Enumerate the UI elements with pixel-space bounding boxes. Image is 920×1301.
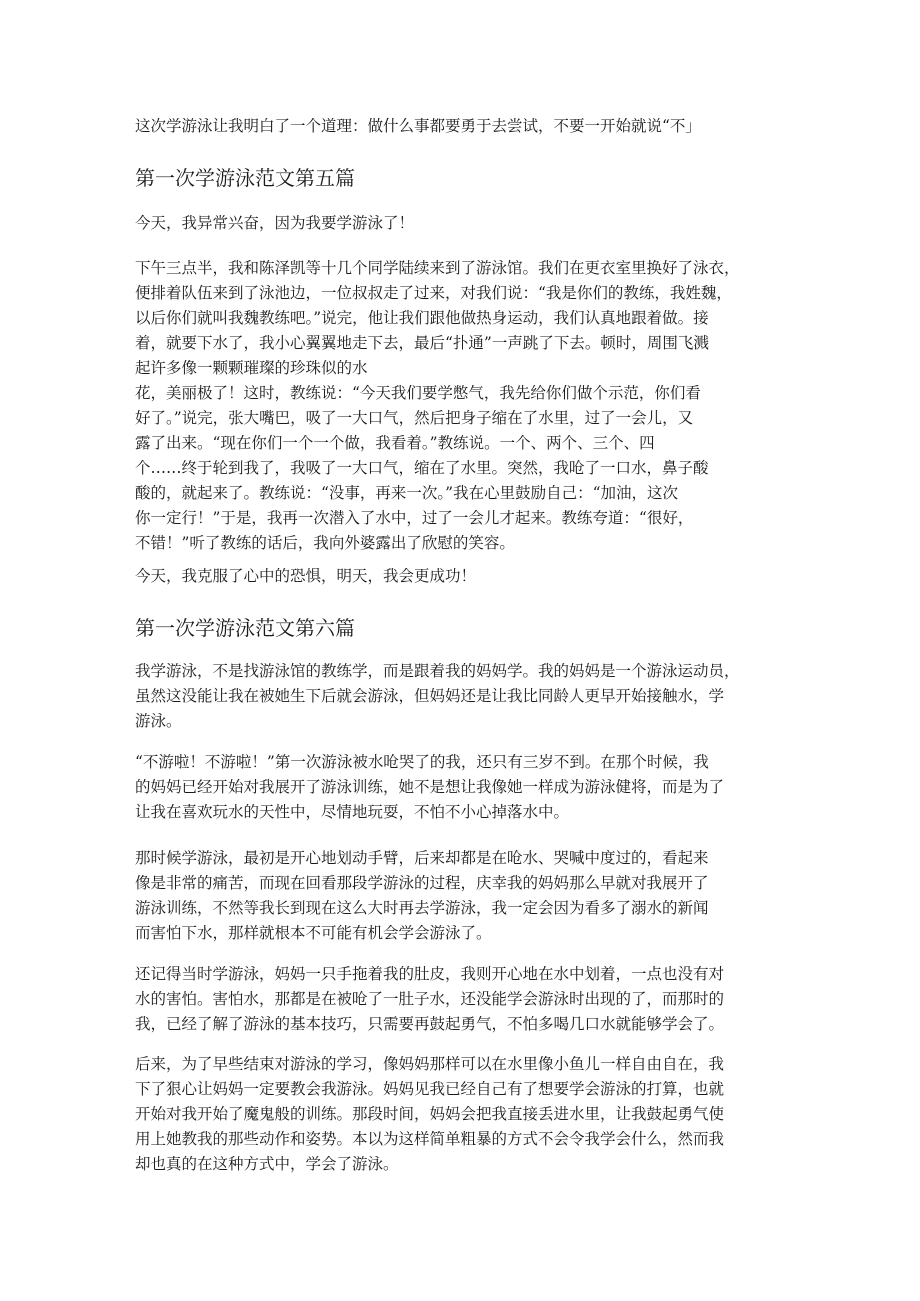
text-line: 像是非常的痛苦，而现在回看那段学游泳的过程，庆幸我的妈妈那么早就对我展开了 — [135, 874, 709, 892]
text-line: 那时候学游泳，最初是开心地划动手臂，后来却都是在呛水、哭喊中度过的，看起来 — [135, 849, 709, 867]
text-line: 还记得当时学游泳，妈妈一只手拖着我的肚皮，我则开心地在水中划着，一点也没有对 — [135, 965, 725, 983]
text-line: 露了出来。“现在你们一个一个做，我看着。”教练说。一个、两个、三个、四 — [135, 434, 655, 452]
text-line: 却也真的在这种方式中，学会了游泳。 — [135, 1155, 399, 1173]
text-line: 下午三点半，我和陈泽凯等十几个同学陆续来到了游泳馆。我们在更衣室里换好了泳衣， — [135, 259, 740, 277]
text-line: 不错！”听了教练的话后，我向外婆露出了欣慰的笑容。 — [135, 534, 515, 552]
text-line: 起许多像一颗颗璀璨的珍珠似的水 — [135, 359, 368, 377]
intro-paragraph — [135, 114, 795, 139]
text-line: 水的害怕。害怕水，那都是在被呛了一肚子水，还没能学会游泳时出现的了，而那时的 — [135, 990, 725, 1008]
essay5-paragraph-2 — [135, 256, 795, 556]
text-line: 个……终于轮到我了，我吸了一大口气，缩在了水里。突然，我呛了一口水，鼻子酸 — [135, 459, 709, 477]
text-line: 游泳训练，不然等我长到现在这么大时再去学游泳，我一定会因为看多了溺水的新闻 — [135, 899, 709, 917]
text-line: 的妈妈已经开始对我展开了游泳训练，她不是想让我像她一样成为游泳健将，而是为了 — [135, 778, 725, 796]
text-line: 你一定行！”于是，我再一次潜入了水中，过了一会儿才起来。教练夸道：“很好， — [135, 509, 694, 527]
text-line: 后来，为了早些结束对游泳的学习，像妈妈那样可以在水里像小鱼儿一样自由自在，我 — [135, 1055, 725, 1073]
text-line: 我学游泳，不是找游泳馆的教练学，而是跟着我的妈妈学。我的妈妈是一个游泳运动员， — [135, 662, 740, 680]
text-line: 用上她教我的那些动作和姿势。本以为这样简单粗暴的方式不会令我学会什么，然而我 — [135, 1130, 725, 1148]
essay6-paragraph-4 — [135, 962, 795, 1037]
text-line: 下了狠心让妈妈一定要教会我游泳。妈妈见我已经自己有了想要学会游泳的打算，也就 — [135, 1080, 725, 1098]
essay6-paragraph-1 — [135, 659, 795, 734]
essay6-paragraph-2 — [135, 750, 795, 825]
text-line: 好了。”说完，张大嘴巴，吸了一大口气，然后把身子缩在了水里，过了一会儿，又 — [135, 409, 694, 427]
text-line: 酸的，就起来了。教练说：“没事，再来一次。”我在心里鼓励自己：“加油，这次 — [135, 484, 679, 502]
text-line: 而害怕下水，那样就根本不可能有机会学会游泳了。 — [135, 924, 492, 942]
text-line: 以后你们就叫我魏教练吧。”说完，他让我们跟他做热身运动，我们认真地跟着做。接 — [135, 309, 709, 327]
text-line: 游泳。 — [135, 712, 182, 730]
essay6-paragraph-3 — [135, 846, 795, 946]
text-line: 开始对我开始了魔鬼般的训练。那段时间，妈妈会把我直接丢进水里，让我鼓起勇气使 — [135, 1105, 725, 1123]
essay6-paragraph-5 — [135, 1052, 795, 1177]
text-line: 我，已经了解了游泳的基本技巧，只需要再鼓起勇气，不怕多喝几口水就能够学会了。 — [135, 1015, 725, 1033]
text-line: 今天，我异常兴奋，因为我要学游泳了！ — [135, 214, 415, 232]
text-line: 让我在喜欢玩水的天性中，尽情地玩耍，不怕不小心掉落水中。 — [135, 803, 570, 821]
text-line: 虽然这没能让我在被她生下后就会游泳，但妈妈还是让我比同龄人更早开始接触水，学 — [135, 687, 725, 705]
essay6-heading: 第一次学游泳范文第六篇 — [135, 616, 355, 640]
text-line: “不游啦！不游啦！”第一次游泳被水呛哭了的我，还只有三岁不到。在那个时候，我 — [135, 753, 709, 771]
essay5-heading: 第一次学游泳范文第五篇 — [135, 166, 355, 190]
text-line: 花，美丽极了！这时，教练说：“今天我们要学憋气，我先给你们做个示范，你们看 — [135, 384, 701, 402]
essay5-paragraph-1 — [135, 211, 795, 236]
text-line: 这次学游泳让我明白了一个道理：做什么事都要勇于去尝试，不要一开始就说“不」 — [135, 117, 701, 135]
essay5-paragraph-3 — [135, 564, 795, 589]
text-line: 便排着队伍来到了泳池边，一位叔叔走了过来，对我们说：“我是你们的教练，我姓魏， — [135, 284, 732, 302]
text-line: 今天，我克服了心中的恐惧，明天，我会更成功！ — [135, 567, 477, 585]
text-line: 着，就要下水了，我小心翼翼地走下去，最后“扑通”一声跳了下去。顿时，周围飞溅 — [135, 334, 709, 352]
